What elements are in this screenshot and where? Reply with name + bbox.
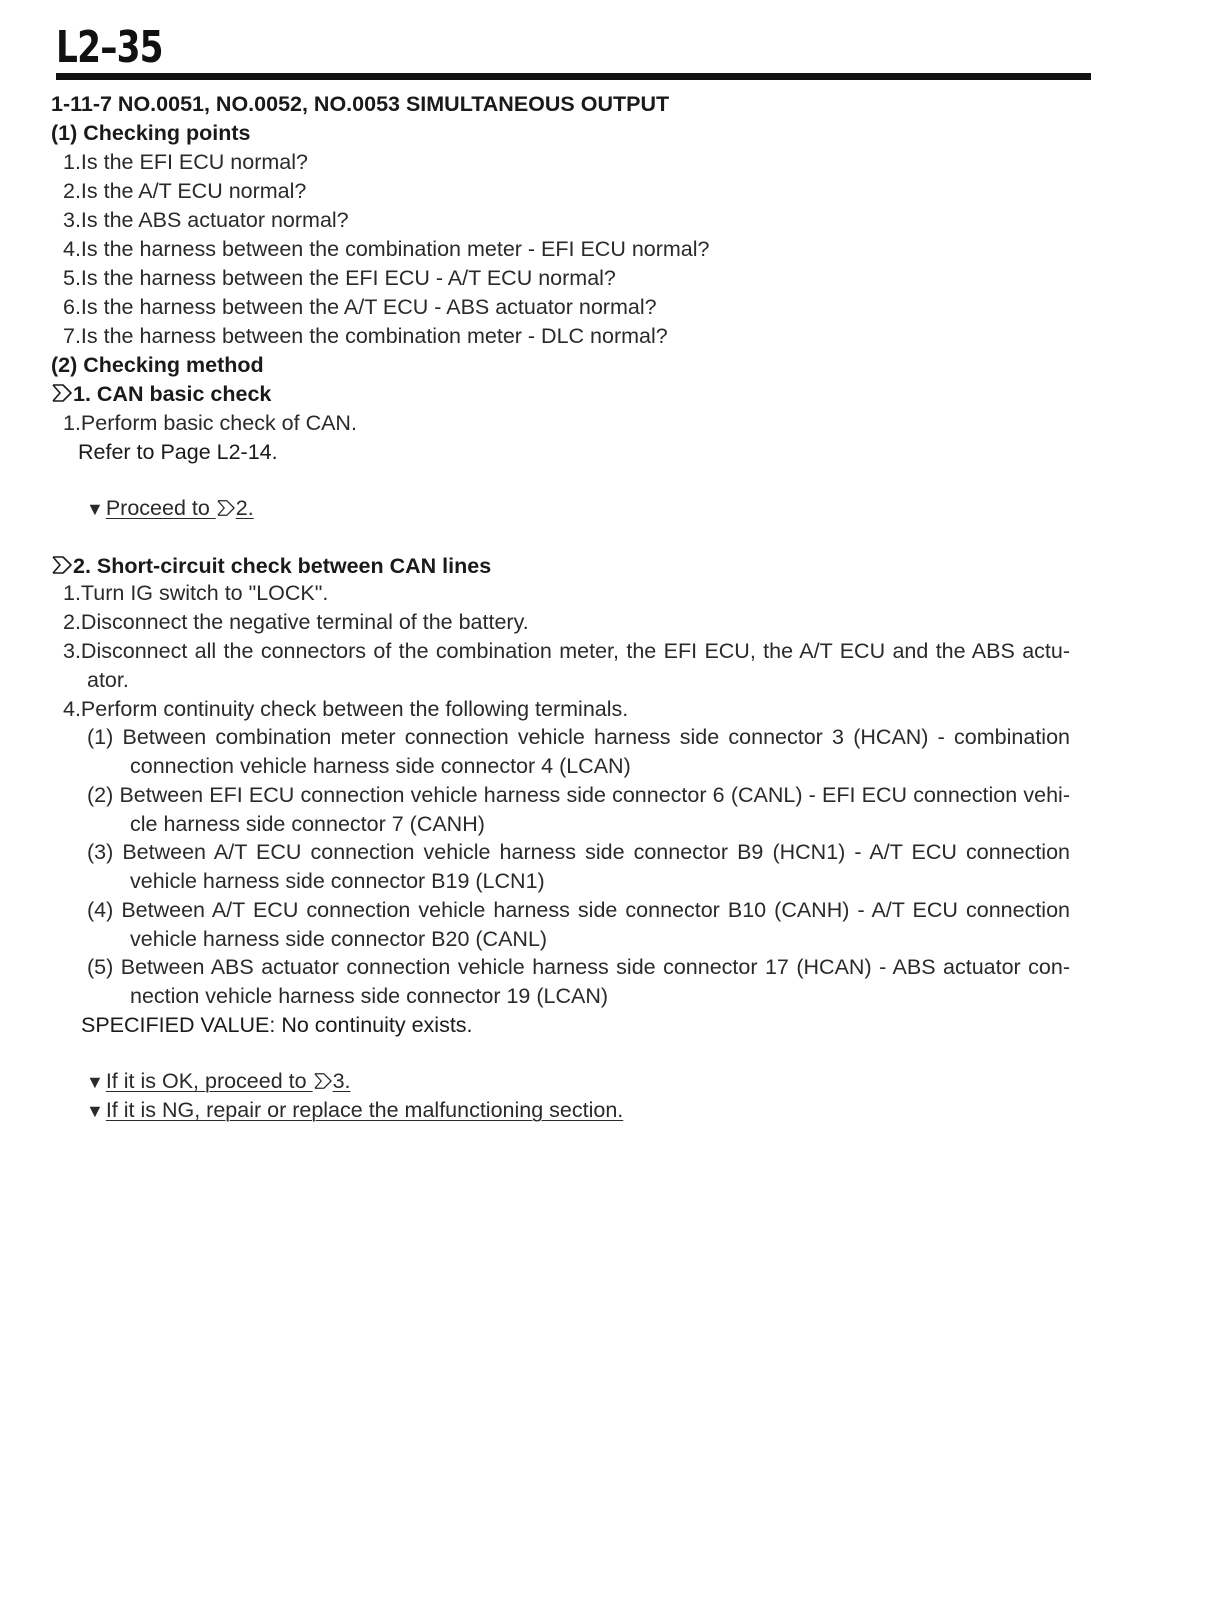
down-triangle-icon: ▼ <box>86 499 104 519</box>
page-number: L2–35 <box>56 22 163 73</box>
step2-item-1: 1.Turn IG switch to "LOCK". <box>63 581 329 605</box>
step2-item-2: 2.Disconnect the negative terminal of the battery. <box>63 610 529 634</box>
step1-proceed-link[interactable] <box>86 495 254 522</box>
checking-points-heading: (1) Checking points <box>51 121 251 145</box>
checking-point-2: 2.Is the A/T ECU normal? <box>63 179 307 203</box>
checking-point-3: 3.Is the ABS actuator normal? <box>63 208 349 232</box>
step1-reference: Refer to Page L2-14. <box>78 440 278 464</box>
step1-proceed-target: 2. <box>235 496 254 520</box>
step1-heading: 1. CAN basic check <box>73 382 272 406</box>
checking-point-7: 7.Is the harness between the combination meter - DLC normal? <box>63 324 668 348</box>
sub-item-4-line2: vehicle harness side connector B20 (CANL) <box>130 927 548 951</box>
step2-heading-row <box>51 553 491 579</box>
step-pointer-icon <box>313 1072 333 1090</box>
step1-item-1: 1.Perform basic check of CAN. <box>63 411 357 435</box>
header-rule <box>56 73 1091 80</box>
step2-item-3-line2: ator. <box>87 668 129 692</box>
sub-item-4-line1: (4) Between A/T ECU connection vehicle harness side connector B10 (CANH) - A/T ECU connection <box>87 898 1070 922</box>
step2-ok-link[interactable] <box>86 1068 351 1095</box>
step-pointer-icon <box>51 383 73 403</box>
checking-point-5: 5.Is the harness between the EFI ECU - A/T ECU normal? <box>63 266 616 290</box>
checking-method-heading: (2) Checking method <box>51 353 264 377</box>
step2-ng-link[interactable] <box>86 1097 623 1124</box>
sub-item-1-line1: (1) Between combination meter connection vehicle harness side connector 3 (HCAN) - combination <box>87 725 1070 749</box>
sub-item-3-line2: vehicle harness side connector B19 (LCN1) <box>130 869 545 893</box>
down-triangle-icon: ▼ <box>86 1072 104 1092</box>
step2-ok-text: If it is OK, proceed to <box>105 1069 313 1093</box>
step2-item-3-line1: 3.Disconnect all the connectors of the combination meter, the EFI ECU, the A/T ECU and the ABS actu- <box>63 639 1070 663</box>
sub-item-2-line1: (2) Between EFI ECU connection vehicle harness side connector 6 (CANL) - EFI ECU connection vehi- <box>87 783 1070 807</box>
checking-point-1: 1.Is the EFI ECU normal? <box>63 150 308 174</box>
sub-item-3-line1: (3) Between A/T ECU connection vehicle harness side connector B9 (HCN1) - A/T ECU connection <box>87 840 1070 864</box>
sub-item-2-line2: cle harness side connector 7 (CANH) <box>130 812 485 836</box>
step1-heading-row <box>51 381 271 407</box>
down-triangle-icon: ▼ <box>86 1101 104 1121</box>
section-title: 1-11-7 NO.0051, NO.0052, NO.0053 SIMULTANEOUS OUTPUT <box>51 92 670 116</box>
sub-item-5-line1: (5) Between ABS actuator connection vehicle harness side connector 17 (HCAN) - ABS actuator con- <box>87 955 1070 979</box>
step2-ng-text: If it is NG, repair or replace the malfunctioning section. <box>105 1098 624 1122</box>
step1-proceed-text: Proceed to <box>105 496 216 520</box>
step-pointer-icon <box>216 499 236 517</box>
specified-value: SPECIFIED VALUE: No continuity exists. <box>81 1013 473 1037</box>
step2-ok-target: 3. <box>332 1069 351 1093</box>
step2-item-4: 4.Perform continuity check between the following terminals. <box>63 697 629 721</box>
step-pointer-icon <box>51 555 73 575</box>
sub-item-1-line2: connection vehicle harness side connector 4 (LCAN) <box>130 754 631 778</box>
sub-item-5-line2: nection vehicle harness side connector 19 (LCAN) <box>130 984 609 1008</box>
checking-point-6: 6.Is the harness between the A/T ECU - ABS actuator normal? <box>63 295 657 319</box>
step2-heading: 2. Short-circuit check between CAN lines <box>73 554 492 578</box>
checking-point-4: 4.Is the harness between the combination meter - EFI ECU normal? <box>63 237 710 261</box>
